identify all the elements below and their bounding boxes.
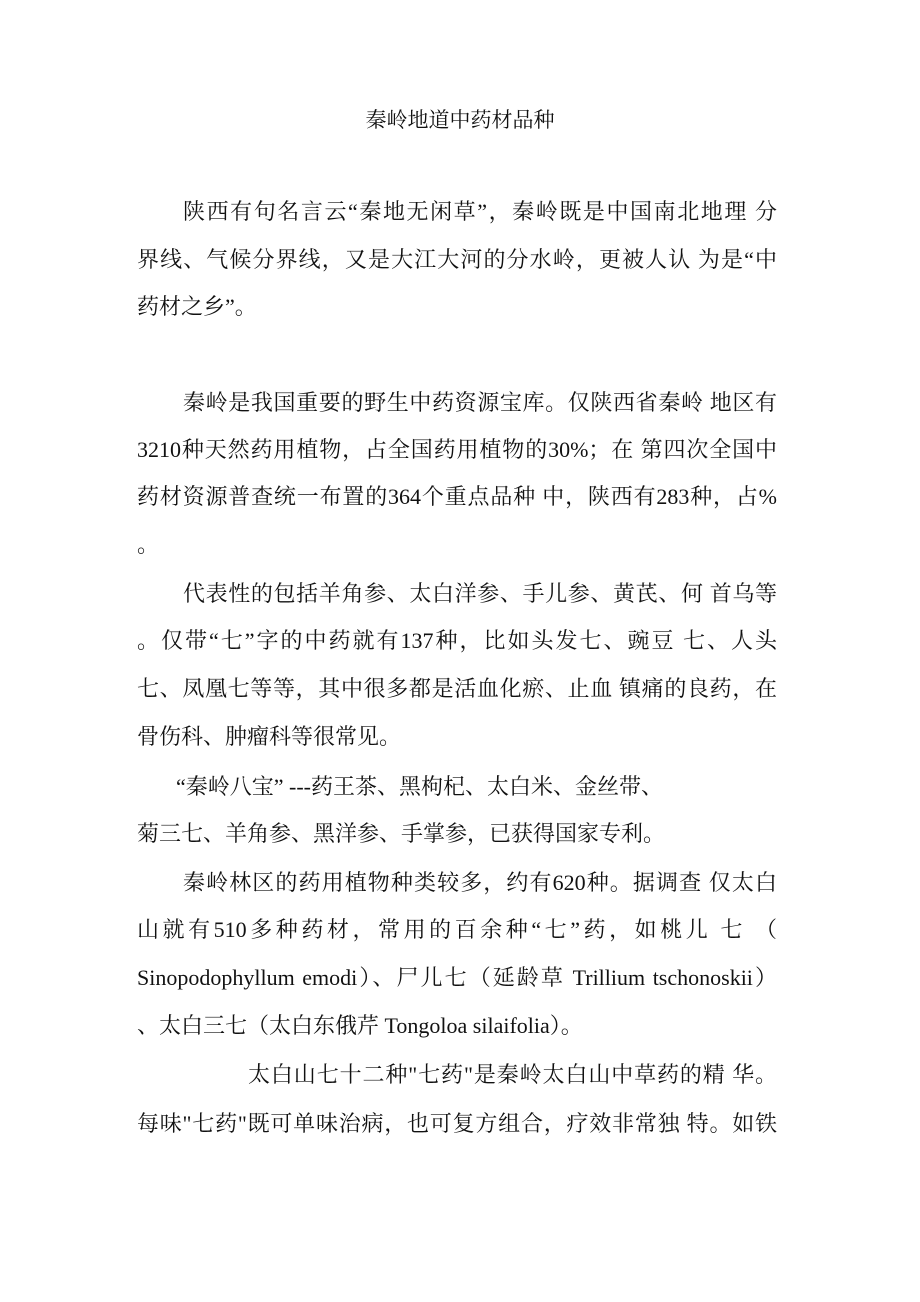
document-title: 秦岭地道中药材品种 (365, 108, 555, 132)
text-line: 药材之乡”。 (137, 294, 257, 319)
text-line: 代表性的包括羊角参、太白洋参、手儿参、黄芪、何 首乌等 (183, 581, 777, 606)
text-line: “秦岭八宝” ---药王茶、黑枸杞、太白米、金丝带、 (176, 774, 664, 799)
text-line: 秦岭林区的药用植物种类较多，约有620种。据调查 仅太白 (183, 870, 777, 895)
text-line: 骨伤科、肿瘤科等很常见。 (137, 724, 402, 749)
text-line: 3210种天然药用植物，占全国药用植物的30%；在 第四次全国中 (137, 437, 777, 462)
text-line: Sinopodophyllum emodi）、尸儿七（延龄草 Trillium tschonoskii） (137, 965, 777, 990)
text-line: 菊三七、羊角参、黑洋参、手掌参，已获得国家专利。 (137, 821, 666, 846)
text-line: 界线、气候分界线，又是大江大河的分水岭，更被人认 为是“中 (137, 247, 777, 272)
text-line: 太白山七十二种"七药"是秦岭太白山中草药的精 华。 (248, 1062, 777, 1087)
text-line: 。 (137, 532, 160, 557)
text-line: 、太白三七（太白东俄芹 Tongoloa silaifolia）。 (137, 1013, 583, 1038)
text-line: 七、凤凰七等等，其中很多都是活血化瘀、止血 镇痛的良药，在 (137, 676, 777, 701)
text-line: 每味"七药"既可单味治病，也可复方组合，疗效非常独 特。如铁 (137, 1111, 777, 1136)
text-line: 药材资源普查统一布置的364个重点品种 中，陕西有283种，占% (137, 484, 777, 509)
text-line: 陕西有句名言云“秦地无闲草”，秦岭既是中国南北地理 分 (183, 199, 777, 224)
text-line: 秦岭是我国重要的野生中药资源宝库。仅陕西省秦岭 地区有 (183, 390, 777, 415)
text-line: 山就有510多种药材，常用的百余种“七”药，如桃儿 七 （ (137, 917, 777, 942)
text-line: 。仅带“七”字的中药就有137种，比如头发七、豌豆 七、人头 (137, 628, 777, 653)
